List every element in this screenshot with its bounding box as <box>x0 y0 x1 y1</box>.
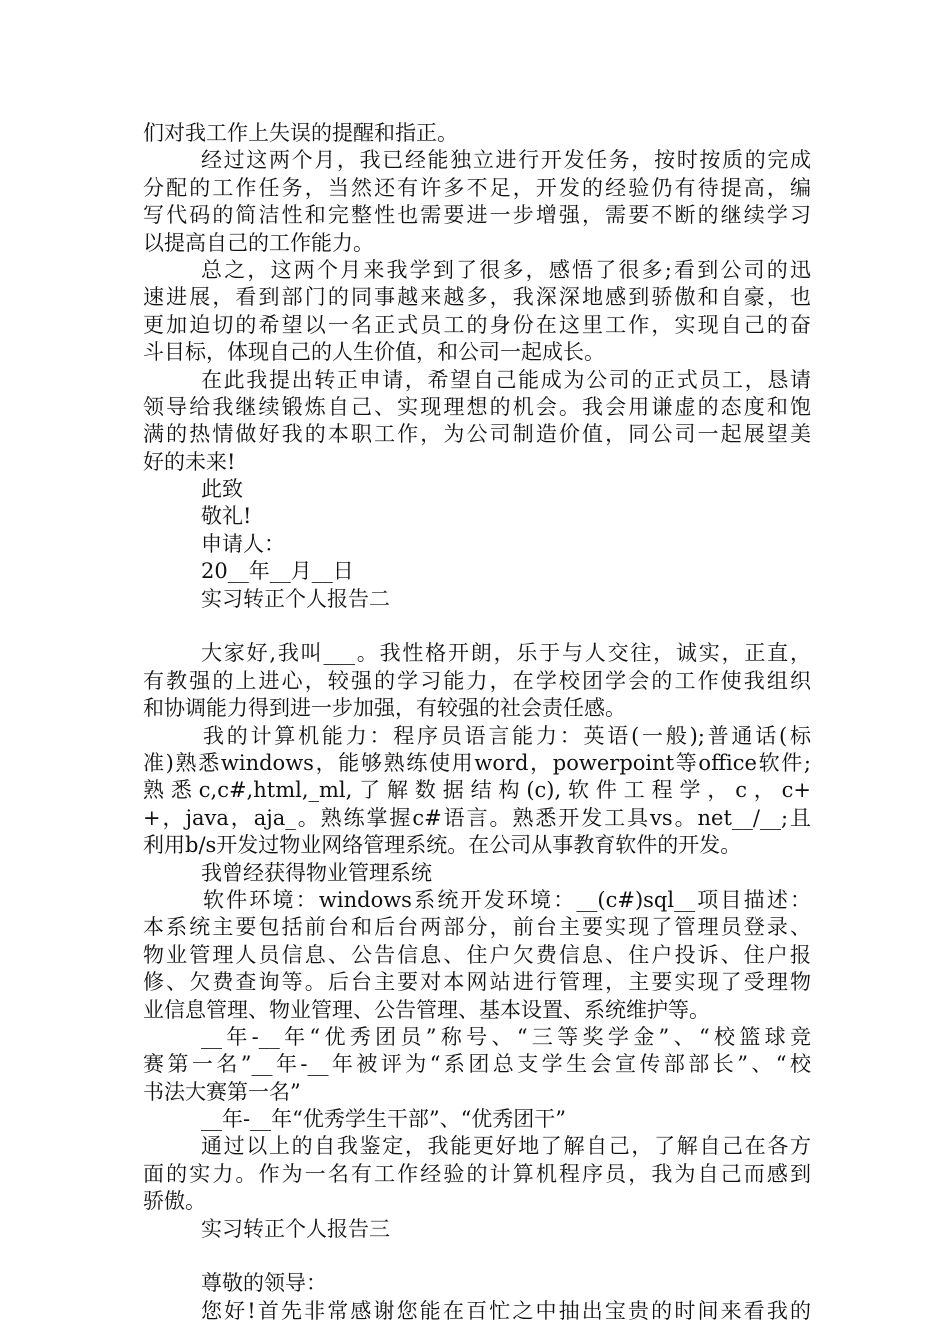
text-line: 分配的工作任务，当然还有许多不足，开发的经验仍有待提高，编 <box>143 175 811 200</box>
closing-salutation: 此致 <box>201 477 243 502</box>
text-line: 软件环境：windows系统开发环境：__(c#)sql__项目描述： <box>203 887 811 912</box>
text-line: 准)熟悉windows，能够熟练使用word，powerpoint等office软件; <box>143 750 811 775</box>
closing-regards: 敬礼! <box>201 504 252 529</box>
greeting-line: 尊敬的领导： <box>201 1271 327 1296</box>
document-body <box>143 120 811 1325</box>
text-line: __年-__年“优秀学生干部”、“优秀团干” <box>201 1107 567 1132</box>
text-line: 总之，这两个月来我学到了很多，感悟了很多;看到公司的迅 <box>201 257 811 282</box>
text-line: 更加迫切的希望以一名正式员工的身份在这里工作，实现自己的奋 <box>143 312 811 337</box>
text-line: 有教强的上进心，较强的学习能力，在学校团学会的工作使我组织 <box>143 668 811 693</box>
text-line: __年-__年“优秀团员”称号、“三等奖学金”、“校篮球竞 <box>201 1024 811 1049</box>
section-heading: 实习转正个人报告三 <box>201 1216 390 1241</box>
text-line: 本系统主要包括前台和后台两部分，前台主要实现了管理员登录、 <box>143 915 811 940</box>
text-line: 骄傲。 <box>143 1189 206 1214</box>
text-line: 我的计算机能力：程序员语言能力：英语(一般);普通话(标 <box>203 723 811 748</box>
text-line: 我曾经获得物业管理系统 <box>201 860 432 885</box>
text-line: 斗目标，体现自己的人生价值，和公司一起成长。 <box>143 340 605 365</box>
text-line: 在此我提出转正申请，希望自己能成为公司的正式员工，恳请 <box>201 367 811 392</box>
text-line: 修、欠费查询等。后台主要对本网站进行管理，主要实现了受理物 <box>143 970 811 995</box>
text-line: 赛第一名”__年-__年被评为“系团总支学生会宣传部部长”、“校 <box>143 1052 811 1077</box>
text-line: 熟 悉 c,c#,html,_ml, 了 解 数 据 结 构 (c), 软 件 工 程 学 ， c ， c+ <box>143 778 811 803</box>
text-line: 领导给我继续锻炼自己、实现理想的机会。我会用谦虚的态度和饱 <box>143 394 811 419</box>
text-line: 您好!首先非常感谢您能在百忙之中抽出宝贵的时间来看我的 <box>201 1298 811 1323</box>
text-line: 以提高自己的工作能力。 <box>143 230 374 255</box>
text-line: 大家好,我叫___。我性格开朗，乐于与人交往，诚实，正直， <box>201 641 811 666</box>
text-line: 利用b/s开发过物业网络管理系统。在公司从事教育软件的开发。 <box>143 833 742 858</box>
text-line: 好的未来! <box>143 449 236 474</box>
text-line: 面的实力。作为一名有工作经验的计算机程序员，我为自己而感到 <box>143 1161 811 1186</box>
text-line: 和协调能力得到进一步加强，有较强的社会责任感。 <box>143 696 626 721</box>
text-line: 通过以上的自我鉴定，我能更好地了解自己，了解自己在各方 <box>201 1134 811 1159</box>
text-line: 书法大赛第一名” <box>143 1079 301 1104</box>
blank-line <box>143 613 811 640</box>
text-line: +，java，aja_。熟练掌握c#语言。熟悉开发工具vs。net__/__;且 <box>143 805 811 830</box>
text-line: 满的热情做好我的本职工作，为公司制造价值，同公司一起展望美 <box>143 422 811 447</box>
date-line: 20__年__月__日 <box>201 559 354 584</box>
text-line: 们对我工作上失误的提醒和指正。 <box>143 121 458 145</box>
text-line: 物业管理人员信息、公告信息、住户欠费信息、住户投诉、住户报 <box>143 942 811 967</box>
text-line: 写代码的简洁性和完整性也需要进一步增强，需要不断的继续学习 <box>143 203 811 228</box>
blank-line <box>143 1243 811 1270</box>
section-heading: 实习转正个人报告二 <box>201 586 390 611</box>
text-line: 速进展，看到部门的同事越来越多，我深深地感到骄傲和自豪，也 <box>143 285 811 310</box>
applicant-label: 申请人： <box>201 531 285 556</box>
text-line: 经过这两个月，我已经能独立进行开发任务，按时按质的完成 <box>201 148 811 173</box>
text-line: 业信息管理、物业管理、公告管理、基本设置、系统维护等。 <box>143 997 710 1022</box>
